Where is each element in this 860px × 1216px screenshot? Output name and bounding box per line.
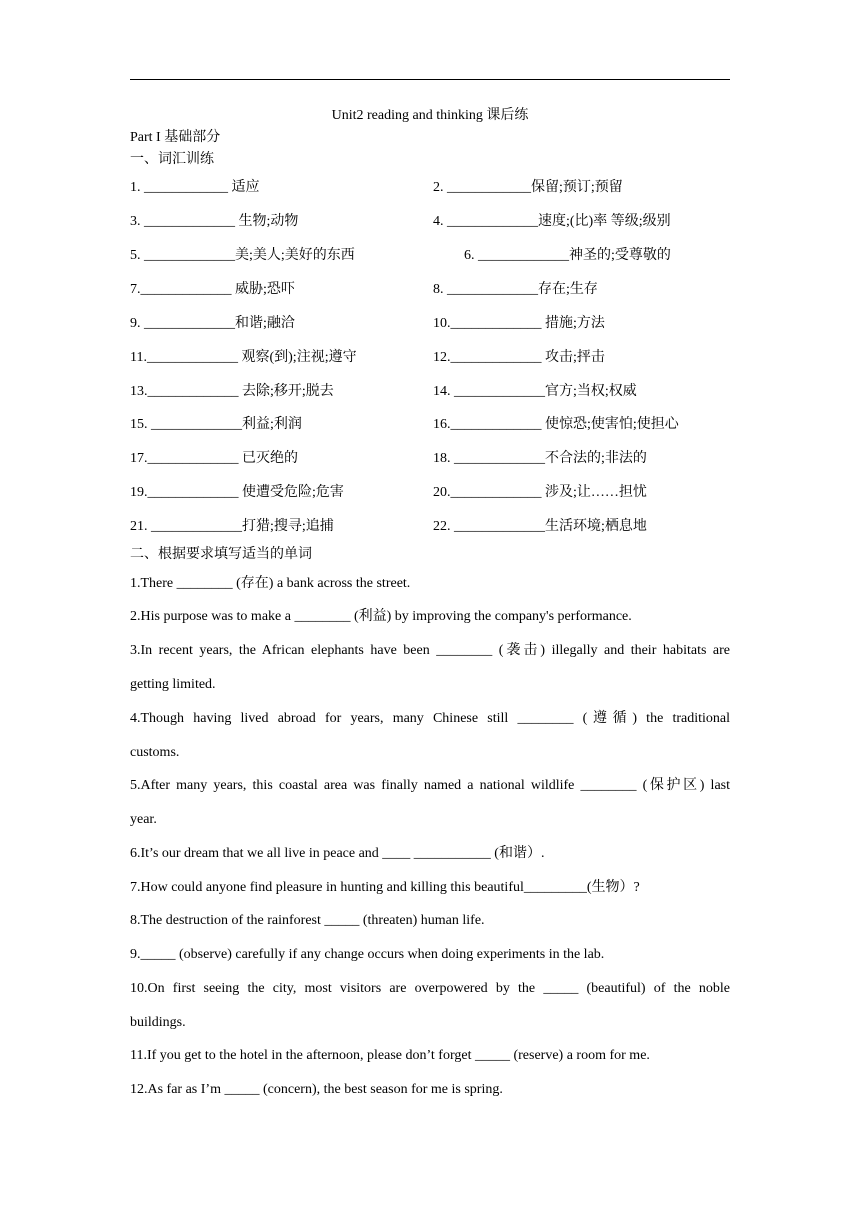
vocab-item: 13._____________ 去除;移开;脱去 — [130, 384, 334, 399]
sentence-line: 11.If you get to the hotel in the afternoon, please don’t forget _____ (reserve) a room for me. — [130, 1048, 650, 1063]
sentence-line: 12.As far as I’m _____ (concern), the best season for me is spring. — [130, 1082, 503, 1097]
sentence-line: customs. — [130, 745, 180, 760]
vocab-item: 19._____________ 使遭受危险;危害 — [130, 485, 344, 500]
vocab-item: 4. _____________速度;(比)率 等级;级别 — [433, 214, 671, 229]
vocab-item: 2. ____________保留;预订;预留 — [433, 180, 623, 195]
sentence-line: 3.In recent years, the African elephants have been ________ (袭击) illegally and their habitats are — [130, 643, 730, 658]
vocab-item: 3. _____________ 生物;动物 — [130, 214, 299, 229]
vocab-item: 10._____________ 措施;方法 — [433, 316, 605, 331]
sentence-line: 2.His purpose was to make a ________ (利益) by improving the company's performance. — [130, 609, 632, 624]
vocab-item: 20._____________ 涉及;让……担忧 — [433, 485, 647, 500]
vocab-item: 14. _____________官方;当权;权威 — [433, 384, 637, 399]
sentence-line: 4.Though having lived abroad for years, many Chinese still ________ (遵循) the traditional — [130, 711, 730, 726]
vocab-item: 5. _____________美;美人;美好的东西 — [130, 248, 355, 263]
header-rule — [130, 79, 730, 80]
vocab-item: 18. _____________不合法的;非法的 — [433, 451, 647, 466]
vocab-item: 8. _____________存在;生存 — [433, 282, 598, 297]
part-heading: Part I 基础部分 — [130, 130, 221, 145]
sentence-line: buildings. — [130, 1015, 186, 1030]
vocab-item: 17._____________ 已灭绝的 — [130, 451, 298, 466]
sentence-line: 5.After many years, this coastal area was finally named a national wildlife ________ (保护区) last — [130, 778, 730, 793]
section-heading-vocab: 一、词汇训练 — [130, 152, 214, 167]
vocab-item: 7._____________ 威胁;恐吓 — [130, 282, 295, 297]
vocab-item: 22. _____________生活环境;栖息地 — [433, 519, 647, 534]
sentence-line: 6.It’s our dream that we all live in peace and ____ ___________ (和谐）. — [130, 846, 545, 861]
vocab-item: 9. _____________和谐;融洽 — [130, 316, 295, 331]
sentence-line: getting limited. — [130, 677, 216, 692]
vocab-item: 1. ____________ 适应 — [130, 180, 260, 195]
vocab-item: 21. _____________打猎;搜寻;追捕 — [130, 519, 334, 534]
vocab-item: 16._____________ 使惊恐;使害怕;使担心 — [433, 417, 679, 432]
section-heading-fill: 二、根据要求填写适当的单词 — [130, 547, 312, 562]
vocab-item: 12._____________ 攻击;抨击 — [433, 350, 605, 365]
sentence-line: year. — [130, 812, 157, 827]
page-title: Unit2 reading and thinking 课后练 — [331, 108, 529, 123]
vocab-item: 6. _____________神圣的;受尊敬的 — [464, 248, 671, 263]
sentence-line: 1.There ________ (存在) a bank across the street. — [130, 576, 411, 591]
sentence-line: 9._____ (observe) carefully if any change occurs when doing experiments in the lab. — [130, 947, 605, 962]
vocab-item: 15. _____________利益;利润 — [130, 417, 302, 432]
sentence-line: 8.The destruction of the rainforest _____ (threaten) human life. — [130, 913, 485, 928]
sentence-line: 10.On first seeing the city, most visitors are overpowered by the _____ (beautiful) of the noble — [130, 981, 730, 996]
vocab-item: 11._____________ 观察(到);注视;遵守 — [130, 350, 357, 365]
sentence-line: 7.How could anyone find pleasure in hunting and killing this beautiful_________(生物）? — [130, 880, 640, 895]
